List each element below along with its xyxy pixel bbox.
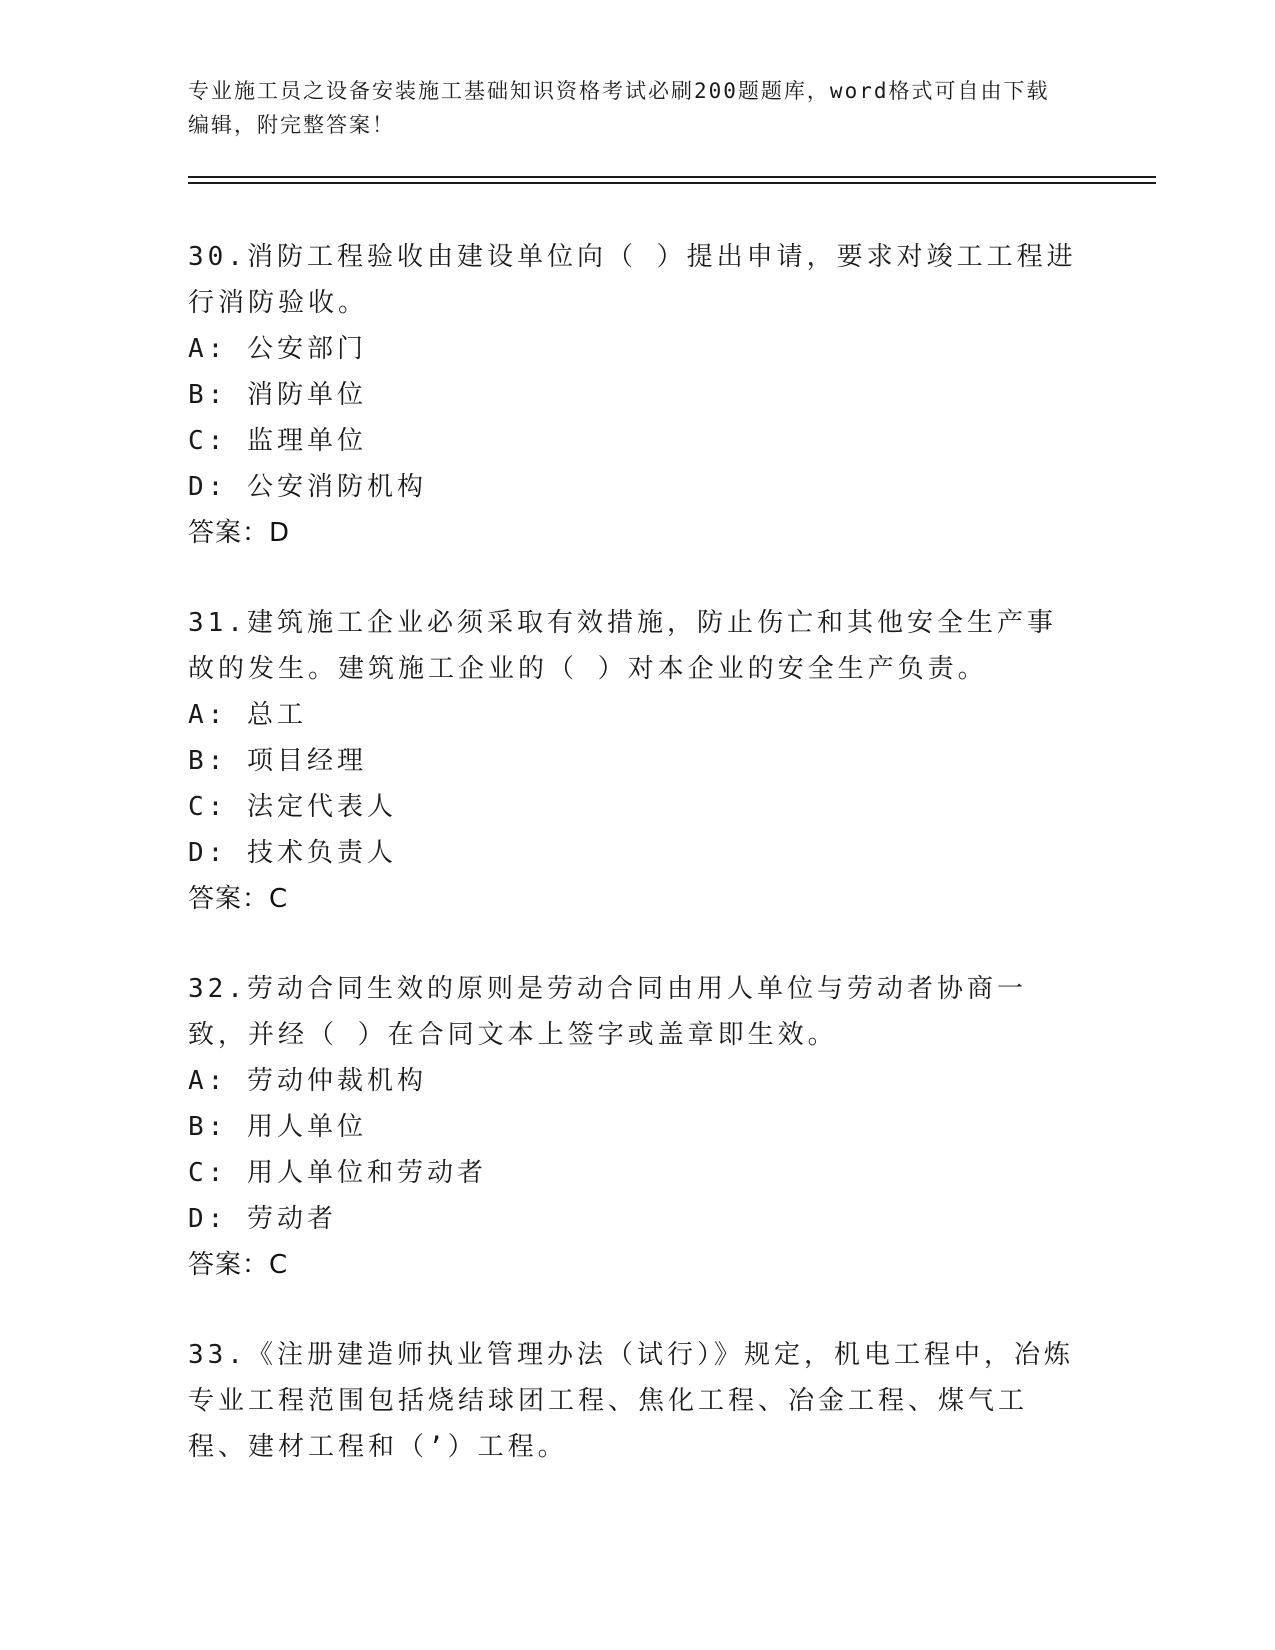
document-header: 专业施工员之设备安装施工基础知识资格考试必刷200题题库，word格式可自由下载编辑，附完整答案！ (188, 79, 1050, 137)
question-32 (188, 966, 1078, 1288)
answer: 答案：C (188, 1250, 289, 1280)
option-b: B: 用人单位 (188, 1112, 367, 1142)
option-a: A: 劳动仲裁机构 (188, 1066, 427, 1096)
option-d: D: 劳动者 (188, 1204, 337, 1234)
question-stem: 30.消防工程验收由建设单位向（ ）提出申请，要求对竣工工程进行消防验收。 (188, 242, 1077, 318)
question-30 (188, 234, 1078, 556)
option-d: D: 技术负责人 (188, 838, 397, 868)
option-a: A: 总工 (188, 700, 307, 730)
answer: 答案：C (188, 884, 289, 914)
question-stem: 31.建筑施工企业必须采取有效措施，防止伤亡和其他安全生产事故的发生。建筑施工企业的（ ）对本企业的安全生产负责。 (188, 608, 1057, 684)
header-divider-bottom (188, 182, 1156, 184)
option-a: A: 公安部门 (188, 334, 367, 364)
header-divider-top (188, 176, 1156, 178)
question-33 (188, 1332, 1078, 1470)
question-stem: 33.《注册建造师执业管理办法（试行）》规定，机电工程中，冶炼专业工程范围包括烧结球团工程、焦化工程、冶金工程、煤气工程、建材工程和（’）工程。 (188, 1340, 1074, 1462)
option-c: C: 法定代表人 (188, 792, 397, 822)
option-c: C: 用人单位和劳动者 (188, 1158, 487, 1188)
question-31 (188, 600, 1078, 922)
option-b: B: 项目经理 (188, 746, 367, 776)
option-d: D: 公安消防机构 (188, 472, 427, 502)
option-b: B: 消防单位 (188, 380, 367, 410)
answer: 答案：D (188, 518, 291, 548)
question-stem: 32.劳动合同生效的原则是劳动合同由用人单位与劳动者协商一致，并经（ ）在合同文本上签字或盖章即生效。 (188, 974, 1027, 1050)
option-c: C: 监理单位 (188, 426, 367, 456)
